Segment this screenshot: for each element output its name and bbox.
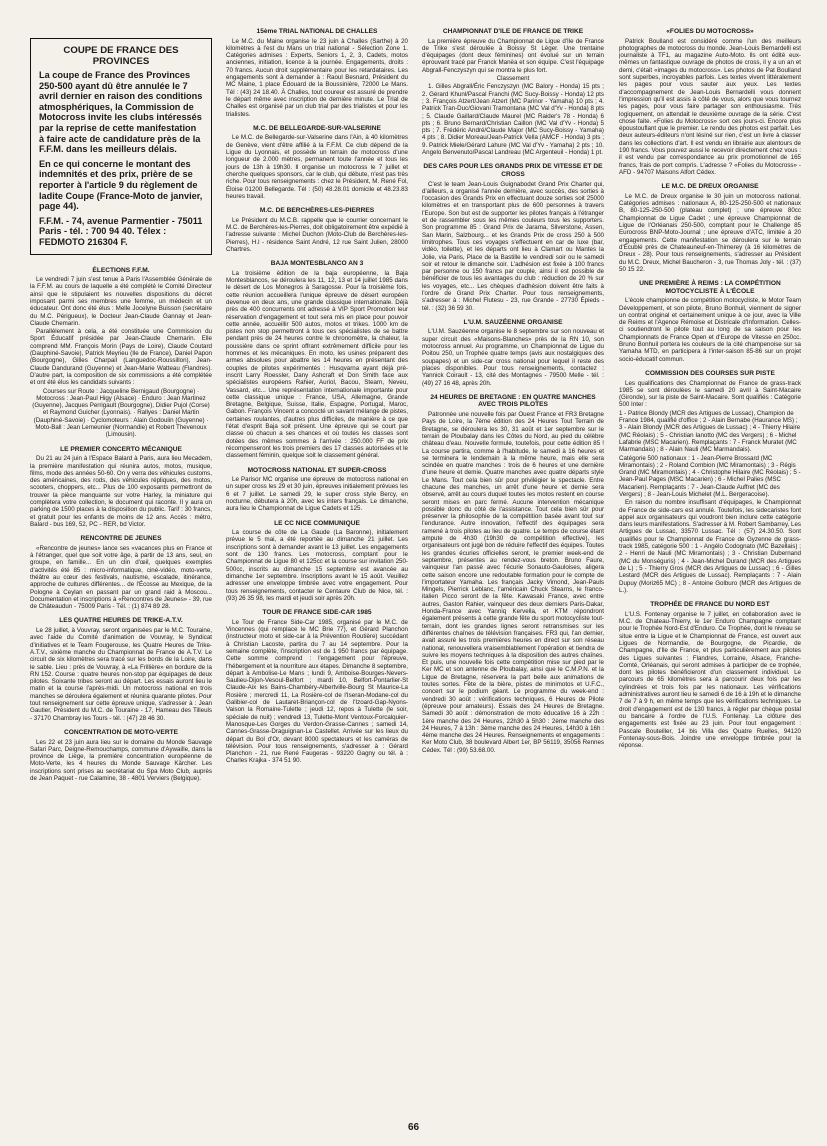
coupe-de-france-box — [30, 38, 212, 255]
article-title-jeunes: RENCONTRE DE JEUNES — [80, 535, 162, 543]
article-title-sauzeenne: L'U.M. SAUZÉENNE ORGANISE — [463, 318, 563, 326]
article-title-bretagne: 24 HEURES DE BRETAGNE : EN QUATRE MANCHES AVEC TROIS PILOTES — [430, 393, 596, 409]
article-body-bercheres: Le Président du M.C.B. rappelle que le courrier concernant le M.C. de Berchères-les-Pierres, doit obligatoirement être expédié à l'adresse suivante : Michel Duchon (Moto-Club de Berchères-les-Pierres), H.l - résidence Saint André, 12 rue Saint Julien, 28000 Chartres. — [226, 216, 408, 253]
box-address: F.F.M. - 74, avenue Parmentier - 75011 Paris - tél. : 700 94 40. Télex : FEDMOTO 216304 F. — [39, 215, 203, 247]
article-body-side-car: Le Tour de France Side-Car 1985, organisé par le M.C. de Vincennes (qui remplace le MC Brie 77), et Gérard Planchon (instructeur moto et side-car à la Prévention Routière) succédant à Christian Lacoste, partira du 7 au 14 septembre. Pour la semaine complète, l'inscription est de 1 950 francs par équipage. Cette somme comprend : l'engagement pour l'épreuve, l'hébergement et la nourriture aux étapes. Dimanche 8 septembre, départ à Ambolise-Le Mans ; lundi 9, Amboise-Bourges-Nevers-Saulieu-Dijon-Vesoul-Belfort ; mardi 10, Belfort-Pontarlier-St Claude-Aix les Bains-Chambéry-Albertville-Bourg St Maurice-La Rosière ; mercredi 11, La Rosière-col de l'Iseran-Modane-col du Galibier-col de Lautaret-Briançon-col de l'Izoard-Gap-Nyons-Vaison la Romaine-Tulette ; jeudi 12, repos à Tulette (le soir, spéciale de nuit) ; vendredi 13, Tulette-Mont Ventoux-Forcalquier-Manosque-Les Gorges du Verdon-Grasse-Cannes ; samedi 14, Cannes-Grasse-Draguignan-Le Castellet. Arrivée sur les lieux du départ du Bol d'Or, devant 8000 spectateurs et les caméras de télévision. Pour tous renseignements, s'adresser à : Gérard Planchon - 21, rue René Faugeras - 93220 Gagny ou tél. à : Charles Krajka - 374 51 90. — [226, 618, 408, 765]
article-title-folies: «FOLIES DU MOTOCROSS» — [666, 28, 754, 35]
article-title-supercross: MOTOCROSS NATIONAL ET SUPER-CROSS — [247, 466, 387, 474]
article-body-ecole: L'école championne de compétition motocycliste, le Motor Team Développement, et son pilote, Bruno Bonhuil, viennent de signer un contrat original et certainement unique à ce jour, avec la Ville de Reims et l'Agence Rémoise et Districale d'Information. Celles-ci soutiendront le pilote tout au long de sa saison pour les Championnats de France Open et d'Europe de Vitesse en 250cc. Bruno Bonhuil portera les couleurs de la cité champenoise sur sa Yamaha MTD, en participera à l'inter-saison 85-86 sur un projet socio-éducatif commun. — [619, 297, 801, 363]
magazine-page — [30, 28, 802, 1108]
article-body-trike-atv: Le 28 juillet, à Vouvray, seront organisées par le M.C. Touraine, avec l'aide du Comité d'animation de Vouvray, le Syndicat d'initiatives et le Team Fougerouse, les Quatre Heures de Trike-A.T.V., sixième manche du Championnat de France de A.T.V. Le circuit de six kilomètres sera tracé sur les bords de la Loire, dans le sable. Lieu : près de Vouvray, à «La Frillière» en bordure de la RN 152. Course : quatre heures non-stop par équipages de deux pilotes. Soixante tribes seront au départ. Les essais auront lieu le matin et la course l'après-midi. Un motocross national en trois manches se déroulera également et réunira quarante pilotes. Pour tout renseignement sur cette épreuve unique, s'adresser à : Jean Gautier, Président du M.C. de Touraine - 17, Hameau des Tilleuls - 37170 Chambray les Tours - tél. : (47) 28 46 30. — [30, 627, 212, 722]
article-title-trike-atv: LES QUATRE HEURES DE TRIKE-A.T.V. — [59, 617, 183, 625]
article-title-baja: BAJA MONTESBLANCO AN 3 — [270, 260, 364, 268]
trike-results: 1. Gilles Abgrall/Éric Fenczyszyn (MC Balory - Honda) 15 pts ; 2. Gérard Khunl/Pascal Franchi (MC Sucy-Boissy - Honda) 12 pts ; 3. François Atzert/Jean Atzert (MC Parinor - Yamaha) 10 pts ; 4. Patrick Tran-Duc/Giovani Tramontana (MC Val d'Yv - Honda) 8 pts ; 5. Claude Gaillard/Claude Maurel (MC Raider's 78 - Honda) 6 pts ; 6. Bruno Bernard/Christian Caillon (MC Val d'Yv - Honda) 5 pts ; 7. Frédéric André/Claude Major (MC Sucy-Boissy - Yamaha) 4 pts ; 8. Didier Moreau/Jean-Patrick Vella (AMCF - Honda) 3 pts ; 9. Patrick Miele/Gérard Lahure (MC Val d'Yv - Yamaha) 2 pts ; 10. Angelo Benvenuto/Pascal Landreau (MC Argenteuil - Honda) 1 pt. — [422, 83, 604, 157]
article-title-bellegarde: M.C. DE BELLEGARDE-SUR-VALSERINE — [253, 124, 381, 132]
article-body-bretagne: Patronnée une nouvelle fois par Ouest France et FR3 Bretagne Pays de Loire, la 7ème édition des 24 Heures Tout Terrain de Bretagne, se déroulera les 30, 31 août et 1er septembre sur le terrain de Ploubalay dans les Côtes du Nord, au pied du célèbre château d'eau. Nouvelle formule, toutefois, pour cette édition 85 ! La course partira, comme à l'habitude, le samedi à 16 heures et se terminera le lendemain à la même heure, mais elle sera scindée en quatre manches : trois de 6 heures et une dernière d'une heure et demie. Quatre manches avec quatre départs style Le Mans. Tout cela bien sûr pour privilégier le spectacle. Entre chacune des manches, un arrêt d'une heure et demie sera observé, arrêt au cours duquel toutes les motos restent en course seront mises en parc fermé. Aucune intervention mécanique possible donc du côté de l'assistance. Tout cela bien sûr pour préserver la philosophie de la compétition basée avant tout sur l'endurance. Autre innovation, l'effectif des équipages sera ramené à trois pilotes au lieu de quatre. Le temps de course étant ampute de 4h30 (19h30 de compétition effective), les organisateurs ont jugé bon de réduire l'effectif des équipes. Toutes les grandes écuries officielles seront, le premier week-end de septembre, présentes au rendez-vous breton. Bruno Faure, vainqueur l'an passé avec l'écurie Sonauto-Gauloises, aligera cette saison encore une redoutable formation pour le compte de l'importateur Yamaha. Les français Jacky Vimond, Jean-Pauls Mingels, Pierrick Leblanc, l'américain Chuck Stearns, le franco-italien Picco seront de la fête. Kawasaki France, avec entre autres, Gaston Rahier, vainqueur des deux derniers Paris-Dakar, Honda-France avec Yanniq Kervella, et KTM répondront également présents à cette grande fête du sport motocycliste tout-terrain, dont les grandes lignes seront retransmises sur les différentes chaînes de télévision françaises. FR3 qui, l'an dernier, avait assuré les trois premières heures en direct sur son réseau national, renouvellera vraisemblablement l'opération et tiendra de suivre les moyens techniques à la disposition des autres chaînes. Et puis, une nouvelle fois cette compétition mise sur pied par le Ker MC et son antenne de Ploubalay, ainsi que le C.M.P.N. et la Ligue de Bretagne, réservera la part belle aux animations de toutes sortes. Fête de la bière, pistes de minimotos et U.F.C., concert sur le podium géant. Le programme du week-end : vendredi 30 août : vérifications techniques, 6 Heures de Pilote (épreuve pour amateurs). Essais des 24 Heures de Bretagne. Samedi 30 août : démonstration de moto éducative 16 à 22h : 1ère manche des 24 Heures, 22h30 à 5h30 : 2ème manche des 24 Heures, 7 à 13h : 3ème manche des 24 Heures, 14h30 à 16h : 4ème manche des 24 Heures. Renseignements et engagements : Ker Moto Club, 38 boulevard Albert 1er, BP 56119, 35056 Rennes Cédex. Tél : (99) 53.68.00. — [422, 411, 604, 754]
article-body-jeunes: «Rencontre de jeunes» lance ses «vacances plus en France et à l'étranger, quel que soit votre âge, à partir de 13 ans, seul, en groupe, en famille... En un clin d'œil, quelques exemples d'activités été 85 : micro-informatique, ciné-vidéo, moto-verte, théâtre au cœur des festivals, nautisme, escalade, itinérance, approche de cultures différentes... de l'Écosse au Mexique, de la Pologne à Ceylan en passant par un grand raid à Moscou... Documentation et inscriptions à «Rencontres de Jeunes» - 39, rue de Châteaudun - 75009 Paris - Tél. : (1) 874 89 28. — [30, 544, 212, 611]
article-body-moto-verte: Les 22 et 23 juin aura lieu sur le domaine du Monde Sauvage Safari Parc, Deigne-Remouchamps, commune d'Aywaille, dans la province de Liège, la première concentration européenne de Moto-Verte, les 4 heures du Monde Sauvage Kärcher. Les inscriptions sont prises au secrétariat du Spa Moto Club, auprès de Jean Paquet - rue Calamine, 38 - 4801 Verviers (Belgique). — [30, 738, 212, 782]
article-body-piste-2: En raison du nombre insuffisant d'équipages, le Championnat de France de side-cars est annulé. Toutefois, les sidecaristes font appel aux organisateurs qui voudront bien inclure cette catégorie dans leurs manifestations. S'adresser à M. Robert Sambarrey, Les Artigues de Lussac, 33570 Lussac. Tél : (57) 24.30.50. Sont qualifiés pour le Championnat de France de Gyzenne de grass-track 1985, catégorie 500 : 1 - Angélo Codognato (MC Bazellais) ; 2 - Henri de Nauli (MC Miramontais) ; 3 - Christian Dubernand (MC du Monséguris) ; 4 - Jean-Michel Durand (MCR des Artigues de L) ; 5 - Thierry Gros (MCR des Artigues de Lussac) ; 6 - Gilles Lestard (MCR des Artigues de Lussac). Remplaçants : 7 - Alain Dupuy (Moriz65 MC) ; 8 - Antoine Golburo (MCR des Artigues de L.). — [619, 499, 801, 594]
article-body-concerto: Du 21 au 24 juin à l'Espace Balard à Paris, aura lieu Mecadem, la première manifestation qui réunira autos, motos, musique, films, mode des années 50-60. On y verra des véhicules customs, des américaines, des rods, des véhicules répliques, des motos, scooters, choppers, etc... Plus de 100 exposants permettront de trouver la pièce manquante sur votre Harley, la miniature qui complètera votre collection, le document qui raconte. Il y aura un parking de 1500 places à la disposition du public. Tarif : 30 francs, et gratuit pour les enfants de moins de 12 ans. Accès : métro, Balard - bus 169, 52, PC - RER, bd Victor. — [30, 455, 212, 528]
article-body-elections: Le vendredi 7 juin s'est tenue à Paris l'Assemblée Générale de la F.F.M. au cours de laquelle a été complété le Comité Directeur ainsi que le stipulaient les nouvelles dispositions du décret imposant parmi ses membres une femme, un médecin et un éducateur. Ont donc été élus : Melle Jocelyne Buisson (secrétaire du M.C. Périgueux), le Docteur Jean-Claude Gannay et Jean-Claude Chemarin. — [30, 276, 212, 327]
article-title-trike-ligue: CHAMPIONNAT D'ILE DE FRANCE DE TRIKE — [442, 28, 584, 35]
article-body-piste: Les qualifications des Championnat de France de grass-track 1985 se sont déroulées le samedi 20 avril à Saint-Macaire (Gironde), sur la piste de Saint-Macaire. Sont qualifiés : Catégorie 500 Inter : — [619, 379, 801, 409]
box-title: COUPE DE FRANCE DES PROVINCES — [63, 45, 179, 67]
article-body-sauzeenne: L'U.M. Sauzéenne organise le 8 septembre sur son nouveau et super circuit des «Maisons-Blanches» près de la RN 10, son motocross annuel. Au programme, un Championnat de Ligue du Poitou 250, un Trophée quatre temps (avis aux nostalgiques des soupapes) et un side-car cross national pour lequel il reste des places disponibles. Pour tous renseignements, contactez : Yannick Coirault - 13, cité des Montagnes - 79500 Melle - tél. : (49) 27 16 48, après 20h. — [422, 328, 604, 387]
column-2 — [226, 28, 408, 1108]
column-4 — [619, 28, 801, 1108]
article-title-elections: ÉLECTIONS F.F.M. — [92, 266, 150, 274]
box-para-1: La coupe de France des Provinces 250-500 ayant dû être annulée le 7 avril dernier en raison des conditions atmosphériques, la Commission de Motocross invite les clubs intéressés par la reprise de cette manifestation à faire acte de candidature près de la F.F.M. dans les meilleurs délais. — [39, 70, 203, 155]
article-title-piste: COMMISSION DES COURSES SUR PISTE — [645, 369, 775, 377]
article-title-cars: DES CARS POUR LES GRANDS PRIX DE VITESSE ET DE CROSS — [423, 163, 603, 178]
article-body-elections-2: Parallèlement à cela, a été constituée une Commission du Sport Éducatif présidée par Jean-Claude Chemarin. Elle comprend MM. François Morin (Pays de Loire), Claude Coutard (Dauphiné-Savoie), Patrick Meyrieu (Ile de France), Daniel Papon (Bourgogne), Gilles Charpail (Languedoc-Roussillon), Jean-Claude Dandurand (Guyenne) et Jean-Marie Watteau (Flandres). D'autre part, la composition de six commissions a été complétée et ont été élus les candidats suivants : — [30, 328, 212, 387]
article-body-trophee: L'U.S. Fontenay organise le 7 juillet, en collaboration avec le M.C. de Chateau-Thierry, le 1er Enduro Champagne comptant pour le Trophée Nord-Est d'Enduro. Ce Trophée, dont le niveau se situe entre la Ligue et le Championnat de France, est ouvert aux Ligues de Normandie, de Bourgogne, de Picardie, de Champagne, d'Ile de France, et plus particulièrement aux pilotes des Ligues suivantes : Flandres, Lorraine, Alsace, Franche-Comté, Orléanais, qui seront admises à participer de ce trophée, dont les pilotes bénéficieront d'un classement individuel. Le parcours de 65 kilomètres sera à parcourir deux fois par les cylindrées et trois fois par les nationaux. Les vérifications administratives auront lieu le samedi 6 de 16 à 19h et le dimanche 7 de 7 à 9 h, en même temps que les vérifications techniques. Le droit d'engagement est de 130 francs, à régler par chèque postal ou bancaire à l'ordre de l'U.S. Fontenay. La clôture des engagements est fixée au 23 juin. Pour tout engagement : Pascale Bouteiller, 14 bis Villa des Quatre Ruelles, 94120 Fontenay-sous-Bois. Joindre une enveloppe timbrée pour la réponse. — [619, 610, 801, 750]
article-body-cars: C'est le team Jean-Louis Guignabodet Grand Prix Charter qui, d'ailleurs, a organisé l'année dernière, avec succès, des sorties à l'occasion des Grands Prix en effectuant douze sorties soit 25000 kilomètres et en transportant plus de 600 personnes à travers l'Europe. Son but est de supporter les pilotes français à l'étranger et de rassembler sous les mêmes couleurs tous les supporters. Son programme 85 : Grand Prix de Jarama, Silverstone, Assen, San Marin, Salzbourg... et les Grands Prix de cross 250 à 500 limitrophes. Tous ces voyages s'effectuent en car de luxe (bar, vidéo, toilette), et les départs ont lieu à Clamart ou Mantes la Jolie, via Paris, Place de la Bastille le vendredi soir ou le samedi soir et retour le dimanche soir. L'adhésion est fixée à 100 francs par personne ou 150 francs par couple, ainsi il est possible de bénéficier de tous les avantages du club : réduction de 20 % sur les voyages, etc... Les chèques d'adhésion doivent être faits à l'ordre de Grand Prix Charter. Pour tous renseignements, s'adresser à : Michel Flutesu - 23, rue Grande - 27730 Épieds - tél. : (32) 36 59 30. — [422, 180, 604, 312]
box-para-2: En ce qui concerne le montant des indemnités et des prix, prière de se reporter à l'article 9 du règlement de ladite Coupe (France-Moto de janvier, page 44). — [39, 158, 203, 212]
article-title-nice: LE CC NICE COMMUNIQUE — [274, 519, 360, 527]
article-body-baja: La troisième édition de la baja européenne, la Baja Montesblancos, se déroulera les 11, 12, 13 et 14 juillet 1985 dans le désert de Los Monegros à Saragosse. Pour la troisième fois, cette réunion accueillera l'unique épreuve de désert européen devenue en deux ans, une grande classique internationale. Déjà près de 400 concurrents ont adressé à VIP Sport Promotion leur réservation d'engagement et tout sera mis en place pour pouvoir cette année, accueillir 500 autos, motos et trikes. 1000 km de pistes non stop permettront à tous ces spécialistes de se battre pendant près de 24 heures contre le chronomètre, la chaleur, la poussière dans ce sprint offrant extrêmement difficile pour les hommes et les mécaniques. En moto, les usines préparent des armes absolues pour abattre les 14 heures en présentant des couples de pilotes expérimentés : Husqvarna ayant déjà pré-inscrit Larry Roessler, Dany Ashcraft et Don Smith face aux spécialistes européens Rahier, Auriol, Bacou, Stearn, Neveu, Vassard, etc... Une représentation internationale importante pour cette classique unique : France, USA, Allemagne, Grande Bretagne, Belgique, Suisse, Italie, Espagne, Portugal, Maroc, Gabon. François Vincent a concocté un savant mélange de pistes, certaines roulantes, d'autres plus difficiles, de manière à ce que l'état d'esprit Baja soit présent. Une épreuve qui se court par classe où chacun a ses chances et où toutes les classes sont dotées des mêmes sommes à l'arrivée : 250.000 FF de prix récompenseront les trois premiers des 17 classes autorisées et le classement féminin, quelque soit le classement général. — [226, 269, 408, 460]
piste-list-1: 1 - Patrice Blondy (MCR des Artigues de Lussac), Champion de France 1984, qualifié d'office ; 2 - Alain Bernabe (Haurance MS) ; 3 - Alain Blondy (MCR des Artigues de Lussac) ; 4 - Thierry Hilaire (MC Réolais) ; 5 - Christian Ianotto (MC des Vergers) ; 6 - Michel Lafabrie (MSC Macarien). Remplaçants : 7 - Franck Muratet (MC Marmandais) ; 8 - Alain Nauli (MC Marmandais). — [619, 409, 801, 454]
article-body-folies: Patrick Boulland est considéré comme l'un des meilleurs photographes de motocross du monde. Jean-Louis Bernardelli est journaliste à TF1, au magazine Auto-Moto. Ils ont édité eux-mêmes un fantastique ouvrage de photos de cross, il y a un an et demi, c'était «images du motocross». Les photos de Pat Boulland sont superbes, incroyables parfois. Les textes vivent littéralement les pages pour vous sauter aux yeux. Les textes d'accompagnement de Jean-Louis Bernardelli vous donnent l'impression qu'il est assis à côté de vous, alors que vous tournez les pages, pour vous faire partager son enthousiasme. Très logiquement, on attendait le deuxième ouvrage de la série. C'est chose faite. «Folies du Motocross» sort ces jours-ci. Encore plus époustouflant que le premier. Le rendu des photos est parfait. Les deux auteurs-éditeurs n'ont lésiné sur rien, c'est un livre à classer dans les collections d'art. Il est vendu en librairie aux alentours de 190 francs. Vous pouvez aussi le recevoir directement chez vous : il est vendu par correspondance au prix promotionnel de 165 francs, frais de port compris. L'adresse ? «Folies du Motocross» - AFD - 94707 Maisons Alfort Cédex. — [619, 37, 801, 176]
article-body-supercross: Le Parisor MC organise une épreuve de motocross national en un super cross les 29 et 30 juin, épreuves initialement prévues les 6 et 7 juillet. Le samedi 29, le super cross style Bercy, en nocturne, débutera à 20h, avec les inters français. Le dimanche, aura lieu le Championnat de Ligue Cadets et 125. — [226, 476, 408, 513]
article-body-nice: La course de côte de La Gaude (La Baronne), initialement prévue le 5 mai, a été reportée au dimanche 21 juillet. Les inscriptions sont à demander avant le 13 juillet. Les engagements sont de 130 francs. Les motocross, comptant pour le Championnat de Ligue 80 et 125cc et la course sur invitation 250-500cc, inscrits au dimanche 15 septembre est avancée au dimanche 1er septembre. Inscriptions avant le 15 août. Veuillez adresser une enveloppe timbrée avec votre engagement. Pour tous renseignements, contacter le Centaure Club de Nice, tél. : (93) 26 35 98, les mardi et jeudi soir après 20h. — [226, 529, 408, 602]
page-number: 66 — [407, 1122, 420, 1133]
article-title-side-car: TOUR DE FRANCE SIDE-CAR 1985 — [262, 609, 372, 617]
piste-list-2: Catégorie 500 nationaux : 1 - Jean-Pierre Brossard (MC Miramontais) ; 2 - Roland Combion (MC Miramontais) ; 3 - Régis Grand (MC Miramontais) ; 4 - Christophe Hilaire (MC Réolais) ; 5 - Jean-Paul Pages (MSC Macarien) ; 6 - Michel Palies (MSC Macarien). Remplaçants : 7 - Jean-Claude Auffret (MC des Vergers) ; 8 - Jean-Louis Michelet (M.L. Bergeracoise). — [619, 454, 801, 498]
article-title-ecole: UNE PREMIÈRE À REIMS : LA COMPÉTITION MOTOCYCLISTE À L'ÉCOLE — [639, 280, 781, 295]
article-title-concerto: LE PREMIER CONCERTO MÉCANIQUE — [60, 445, 182, 453]
article-body-bellegarde: Le M.C. de Bellegarde-sur-Valserine dans l'Ain, à 40 kilomètres de Genève, vient d'être affilié à la F.F.M. Ce club dépend de la Ligue du Lyonnais, et possède un terrain de motocross d'une longueur de 2.000 mètres, permanent toute l'année et tous les jours de 13h à 19h30. Il organise un motocross le 7 juillet et cherche quelques sponsors, car le club, qui débute, n'est pas très riche. Pour tous renseignements : chez le Président, M. René Fol, Éloise 01200 Bellegarde. Tél : (50) 48.28.01 domicile et 48.23.83 heures travail. — [226, 134, 408, 200]
article-title-challes: 15ème TRIAL NATIONAL DE CHALLES — [256, 28, 378, 35]
article-body-challes: Le M.C. du Maine organise le 23 juin à Challes (Sarthe) à 20 kilomètres à l'est du Mans un trial national - Sélection Zone 1. Catégories admises : Experts, Seniors 1, 2, 3, Cadets, motos anciennes, initiation, licence à la journée. Engagements, droits : 70 francs. Aucun droit supplémentaire pour les retardataires. Les engagements sont à demander à : Raoul Besnard, Président du MC Maine, 1 place Édouard de la Boussinière, 72000 Le Mans. Tél : (43) 24 18.40. À Challes, tout coureur est assuré de prendre le départ même avec inscription de dernière minute. Le Trial de Challes est organisé par un club trial par des trialistes et pour les trialistes. — [226, 37, 408, 118]
article-body-trike-ligue: La première épreuve du Championnat de Ligue d'Ile de France de Trike s'est déroulée à Boissy St Léger. Une trentaine d'équipages (dont deux féminines) ont évolué sur un terrain éprouvant tracé par Franck Manèa et son équipe. C'est l'équipage Abgrall-Fenczyszyn qui se montra le plus fort. — [422, 37, 604, 74]
article-title-dreux: LE M.C. DE DREUX ORGANISE — [661, 183, 759, 191]
column-1 — [30, 28, 212, 1108]
article-body-dreux: Le M.C. de Dreux organise le 30 juin un motocross national. Catégories admises : nationaux A, 80-125-250-500 et nationaux B, 80-125-250-500 (plateau complet) ; une épreuve 80cc Championnat de Ligue Cadet ; une épreuve Championnat de Ligue de l'Orléanais 250-500, comptant pour le Challenge 85 Eurocross BNP-Moto-Journal ; une épreuve d'ATC, limitée à 20 engagements. Cette manifestation se déroulera sur le terrain d'Écublé près de Chateauneuf-en-Thimerey (à 16 kilomètres de Dreux - 28). Pour tous renseignements, s'adresser au Président du M.C. Dreux, Michel Baucheron - 3, rue Thomas Joly - tél. : (37) 50 15 22. — [619, 192, 801, 273]
article-title-bercheres: M.C. DE BERCHÈRES-LES-PIERRES — [259, 207, 375, 215]
article-title-trophee: TROPHÉE DE FRANCE DU NORD EST — [650, 601, 770, 609]
column-3 — [422, 28, 604, 1108]
article-list-elections: Courses sur Route : Jacqueline Bernigaud (Bourgogne) · Motocross : Jean-Paul Higy (Alsace) · Enduro : Jean Martinez (Guyenne), Jacques Perrigault (Bourgogne), Didier Pujol (Corse) et Raymond Guicher (Lyonnais). · Rallyes : Daniel Martin (Dauphiné-Savoie) · Cyclomoteurs : Alain Godoulin (Guyenne) · Moto-Ball : Jean Lemeunier (Normandie) et Robert Thevenoux (Limousin). — [32, 387, 210, 439]
article-title-moto-verte: CONCENTRATION DE MOTO-VERTE — [63, 728, 179, 736]
classement-label: Classement — [496, 75, 530, 83]
